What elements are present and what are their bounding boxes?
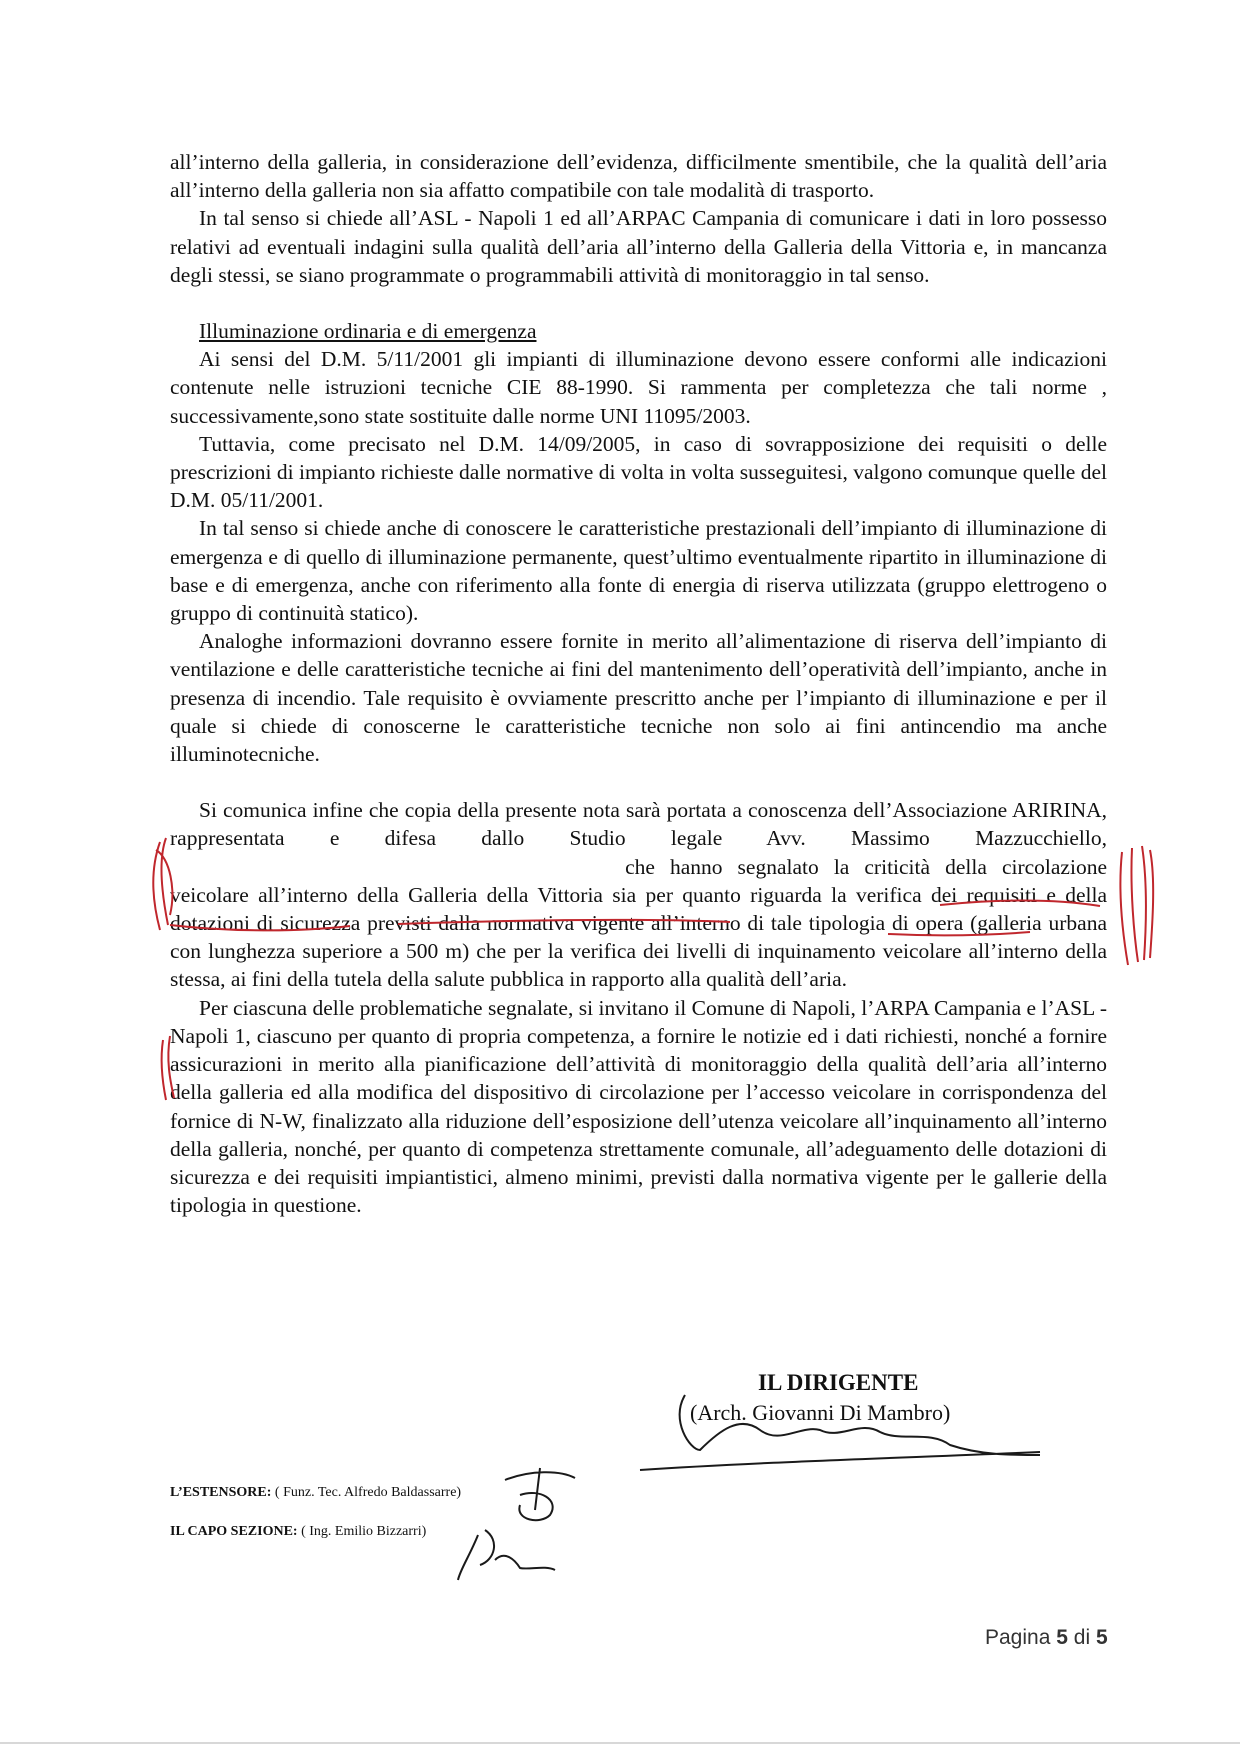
letter-body	[170, 148, 1107, 1219]
signer-name: (Arch. Giovanni Di Mambro)	[690, 1400, 951, 1425]
paragraph-7-part-b: che hanno segnalato la criticità della circolazione veicolare all’interno della Galleria della Vittoria sia per quanto riguarda la verifica dei requisiti e della dotazioni di sicurezza previsti dalla normativa vigente all’interno di tale tipologia di opera (galleria urbana con lunghezza superiore a 500 m) che per la verifica dei livelli di inquinamento veicolare all’interno della stessa, ai fini della tutela della salute pubblica in rapporto alla qualità dell’aria.	[170, 854, 1107, 992]
capo-label: IL CAPO SEZIONE:	[170, 1524, 298, 1539]
capo-sezione-line	[170, 1524, 426, 1540]
paragraph-3: Ai sensi del D.M. 5/11/2001 gli impianti di illuminazione devono essere conformi alle indicazioni contenute nelle istruzioni tecniche CIE 88-1990. Si rammenta per completezza che tali norme , successivamente,sono state sostituite dalle norme UNI 11095/2003.	[170, 347, 1107, 428]
paragraph-6: Analoghe informazioni dovranno essere fornite in merito all’alimentazione di riserva dell’impianto di ventilazione e delle caratteristiche tecniche ai fini del mantenimento dell’operatività dell’impianto, anche in presenza di incendio. Tale requisito è ovviamente prescritto anche per l’impianto di illuminazione e per il quale si chiede di conoscerne le caratteristiche tecniche non solo ai fini antincendio ma anche illuminotecniche.	[170, 629, 1107, 767]
page-of: di	[1073, 1626, 1091, 1649]
red-mark-right	[1120, 846, 1153, 965]
estensore-signature	[505, 1468, 575, 1520]
paragraph-gap	[170, 289, 1107, 317]
estensore-label: L’ESTENSORE:	[170, 1485, 272, 1500]
section-heading: Illuminazione ordinaria e di emergenza	[199, 319, 537, 344]
page-total: 5	[1095, 1626, 1108, 1649]
page-number	[985, 1626, 1108, 1650]
paragraph-7	[170, 796, 1107, 993]
scan-bottom-edge	[0, 1742, 1240, 1744]
paragraph-8: Per ciascuna delle problematiche segnalate, si invitano il Comune di Napoli, l’ARPA Campania e l’ASL - Napoli 1, ciascuno per quanto di propria competenza, a fornire le notizie ed i dati richiesti, nonché a fornire assicurazioni in merito alla pianificazione dell’attività di monitoraggio della qualità dell’aria all’interno della galleria ed alla modifica del dispositivo di circolazione per l’accesso veicolare in corrispondenza del fornice di N-W, finalizzato alla riduzione dell’esposizione dell’utenza veicolare all’inquinamento all’interno della galleria, nonché, per quanto di competenza strettamente comunale, all’adeguamento delle dotazioni di sicurezza e dei requisiti impiantistici, almeno minimi, previsti dalla normativa vigente per le gallerie della tipologia in questione.	[170, 995, 1107, 1218]
paragraph-1: all’interno della galleria, in considerazione dell’evidenza, difficilmente smentibile, che la qualità dell’aria all’interno della galleria non sia affatto compatibile con tale modalità di trasporto.	[170, 150, 1107, 203]
estensore-line	[170, 1485, 461, 1501]
page-prefix: Pagina	[985, 1626, 1051, 1649]
paragraph-7-part-a: Si comunica infine che copia della presente nota sarà portata a conoscenza dell’Associazione ARIRINA, rappresentata e difesa dallo Studio legale Avv. Massimo Mazzucchiello,	[170, 798, 1107, 851]
paragraph-5: In tal senso si chiede anche di conoscere le caratteristiche prestazionali dell’impianto di illuminazione di emergenza e di quello di illuminazione permanente, quest’ultimo eventualmente ripartito in illuminazione di base e di emergenza, anche con riferimento alla fonte di energia di riserva utilizzata (gruppo elettrogeno o gruppo di continuità statico).	[170, 516, 1107, 626]
signer-title: IL DIRIGENTE	[758, 1370, 919, 1395]
estensore-value: ( Funz. Tec. Alfredo Baldassarre)	[274, 1485, 462, 1500]
capo-value: ( Ing. Emilio Bizzarri)	[301, 1524, 427, 1539]
page-current: 5	[1056, 1626, 1068, 1649]
paragraph-2: In tal senso si chiede all’ASL - Napoli 1 ed all’ARPAC Campania di comunicare i dati in loro possesso relativi ad eventuali indagini sulla qualità dell’aria all’interno della Galleria della Vittoria e, in mancanza degli stessi, se siano programmate o programmabili attività di monitoraggio in tal senso.	[170, 206, 1107, 287]
capo-signature	[458, 1530, 555, 1580]
paragraph-4: Tuttavia, come precisato nel D.M. 14/09/2005, in caso di sovrapposizione dei requisiti o delle prescrizioni di impianto richieste dalle normative di volta in volta susseguitesi, valgono comunque quelle del D.M. 05/11/2001.	[170, 431, 1107, 513]
paragraph-gap	[170, 768, 1107, 796]
